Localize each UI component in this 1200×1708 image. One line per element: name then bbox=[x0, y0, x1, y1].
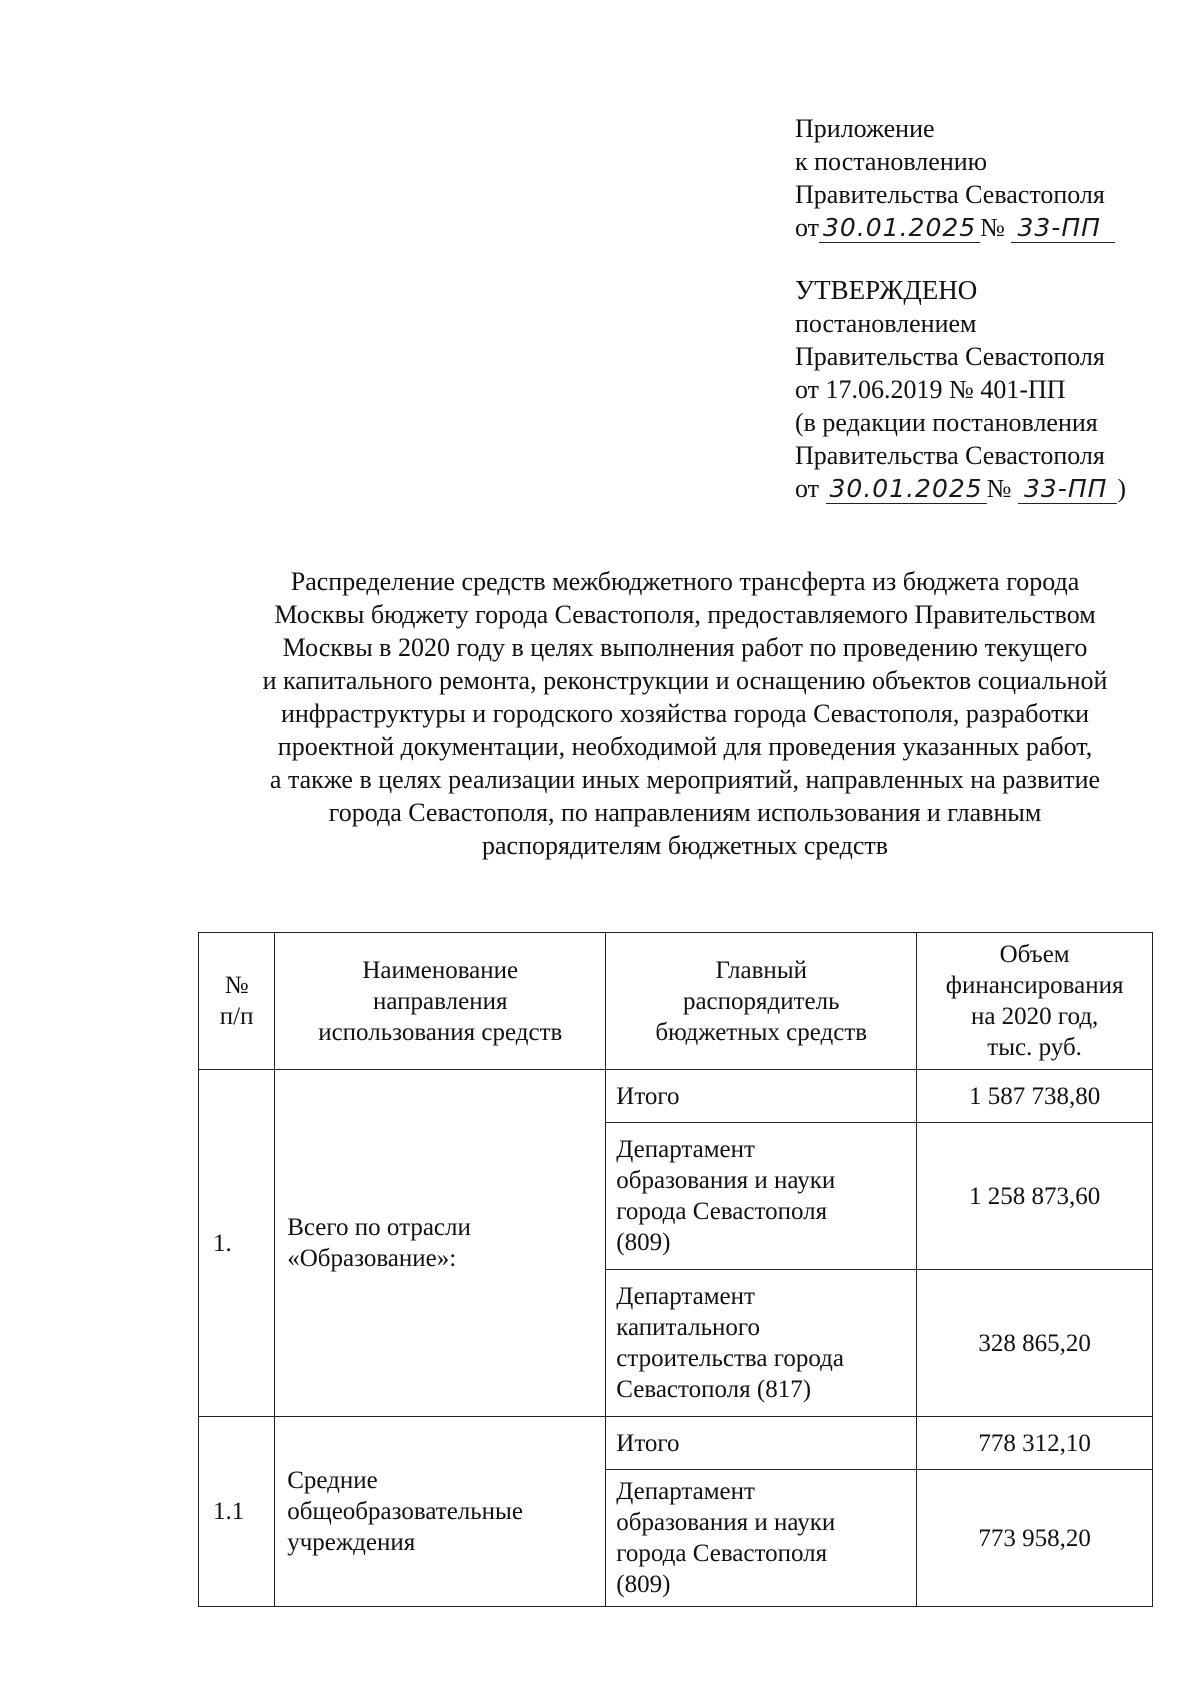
row-manager: Департамент образования и науки города Севастополя (809) bbox=[606, 1470, 917, 1607]
approved-heading: УТВЕРЖДЕНО bbox=[795, 275, 978, 305]
title-line: распорядителям бюджетных средств bbox=[482, 831, 888, 860]
appendix-line-2: к постановлению bbox=[795, 147, 988, 176]
approved-close-paren: ) bbox=[1117, 474, 1127, 503]
appendix-number-handwritten: 33-ПП bbox=[1011, 213, 1114, 243]
document-title bbox=[190, 565, 1180, 862]
appendix-line-3: Правительства Севастополя bbox=[795, 180, 1105, 209]
approved-block bbox=[795, 274, 1175, 505]
appendix-line-1: Приложение bbox=[795, 114, 935, 143]
approved-line-3: от 17.06.2019 № 401-ПП bbox=[795, 375, 1066, 404]
approved-number-sign: № bbox=[986, 474, 1012, 503]
approved-line-4: (в редакции постановления bbox=[795, 408, 1098, 437]
title-line: города Севастополя, по направлениям использования и главным bbox=[328, 798, 1042, 827]
row-manager: Итого bbox=[606, 1417, 917, 1470]
header-direction-name: Наименование направления использования средств bbox=[275, 933, 606, 1070]
distribution-table bbox=[198, 932, 1153, 1607]
approved-date-line bbox=[795, 472, 1175, 505]
title-line: инфраструктуры и городского хозяйства города Севастополя, разработки bbox=[280, 699, 1090, 728]
row-manager: Итого bbox=[606, 1070, 917, 1123]
title-line: проектной документации, необходимой для проведения указанных работ, bbox=[277, 732, 1093, 761]
title-line: Распределение средств межбюджетного трансферта из бюджета города bbox=[290, 567, 1080, 596]
row-amount: 1 587 738,80 bbox=[917, 1070, 1153, 1123]
title-line: Москвы бюджету города Севастополя, предоставляемого Правительством bbox=[274, 600, 1096, 629]
approved-number-handwritten: 33-ПП bbox=[1018, 474, 1117, 504]
table-row bbox=[199, 1070, 1153, 1123]
row-amount: 773 958,20 bbox=[917, 1470, 1153, 1607]
title-line: а также в целях реализации иных мероприятий, направленных на развитие bbox=[269, 765, 1101, 794]
title-line: и капитального ремонта, реконструкции и оснащению объектов социальной bbox=[262, 666, 1108, 695]
appendix-number-sign: № bbox=[980, 213, 1005, 242]
row-direction-name: Средние общеобразовательные учреждения bbox=[275, 1417, 606, 1607]
row-number: 1. bbox=[199, 1070, 275, 1417]
table-header-row bbox=[199, 933, 1153, 1070]
row-amount: 778 312,10 bbox=[917, 1417, 1153, 1470]
row-manager: Департамент капитального строительства города Севастополя (817) bbox=[606, 1270, 917, 1417]
approved-line-5: Правительства Севастополя bbox=[795, 441, 1105, 470]
appendix-date-handwritten: 30.01.2025 bbox=[819, 213, 980, 243]
approved-line-2: Правительства Севастополя bbox=[795, 342, 1105, 371]
row-number: 1.1 bbox=[199, 1417, 275, 1607]
appendix-date-prefix: от bbox=[795, 213, 820, 242]
title-line: Москвы в 2020 году в целях выполнения работ по проведению текущего bbox=[282, 633, 1088, 662]
approved-date-prefix: от bbox=[795, 474, 820, 503]
approved-line-1: постановлением bbox=[795, 309, 977, 338]
header-budget-manager: Главный распорядитель бюджетных средств bbox=[606, 933, 917, 1070]
table-row bbox=[199, 1417, 1153, 1470]
appendix-date-line bbox=[795, 211, 1175, 244]
row-manager: Департамент образования и науки города Севастополя (809) bbox=[606, 1123, 917, 1270]
row-amount: 1 258 873,60 bbox=[917, 1123, 1153, 1270]
header-number: № п/п bbox=[199, 933, 275, 1070]
approved-date-handwritten: 30.01.2025 bbox=[826, 474, 987, 504]
row-direction-name: Всего по отрасли «Образование»: bbox=[275, 1070, 606, 1417]
header-funding-volume: Объем финансирования на 2020 год, тыс. руб. bbox=[917, 933, 1153, 1070]
row-amount: 328 865,20 bbox=[917, 1270, 1153, 1417]
appendix-block bbox=[795, 112, 1175, 244]
